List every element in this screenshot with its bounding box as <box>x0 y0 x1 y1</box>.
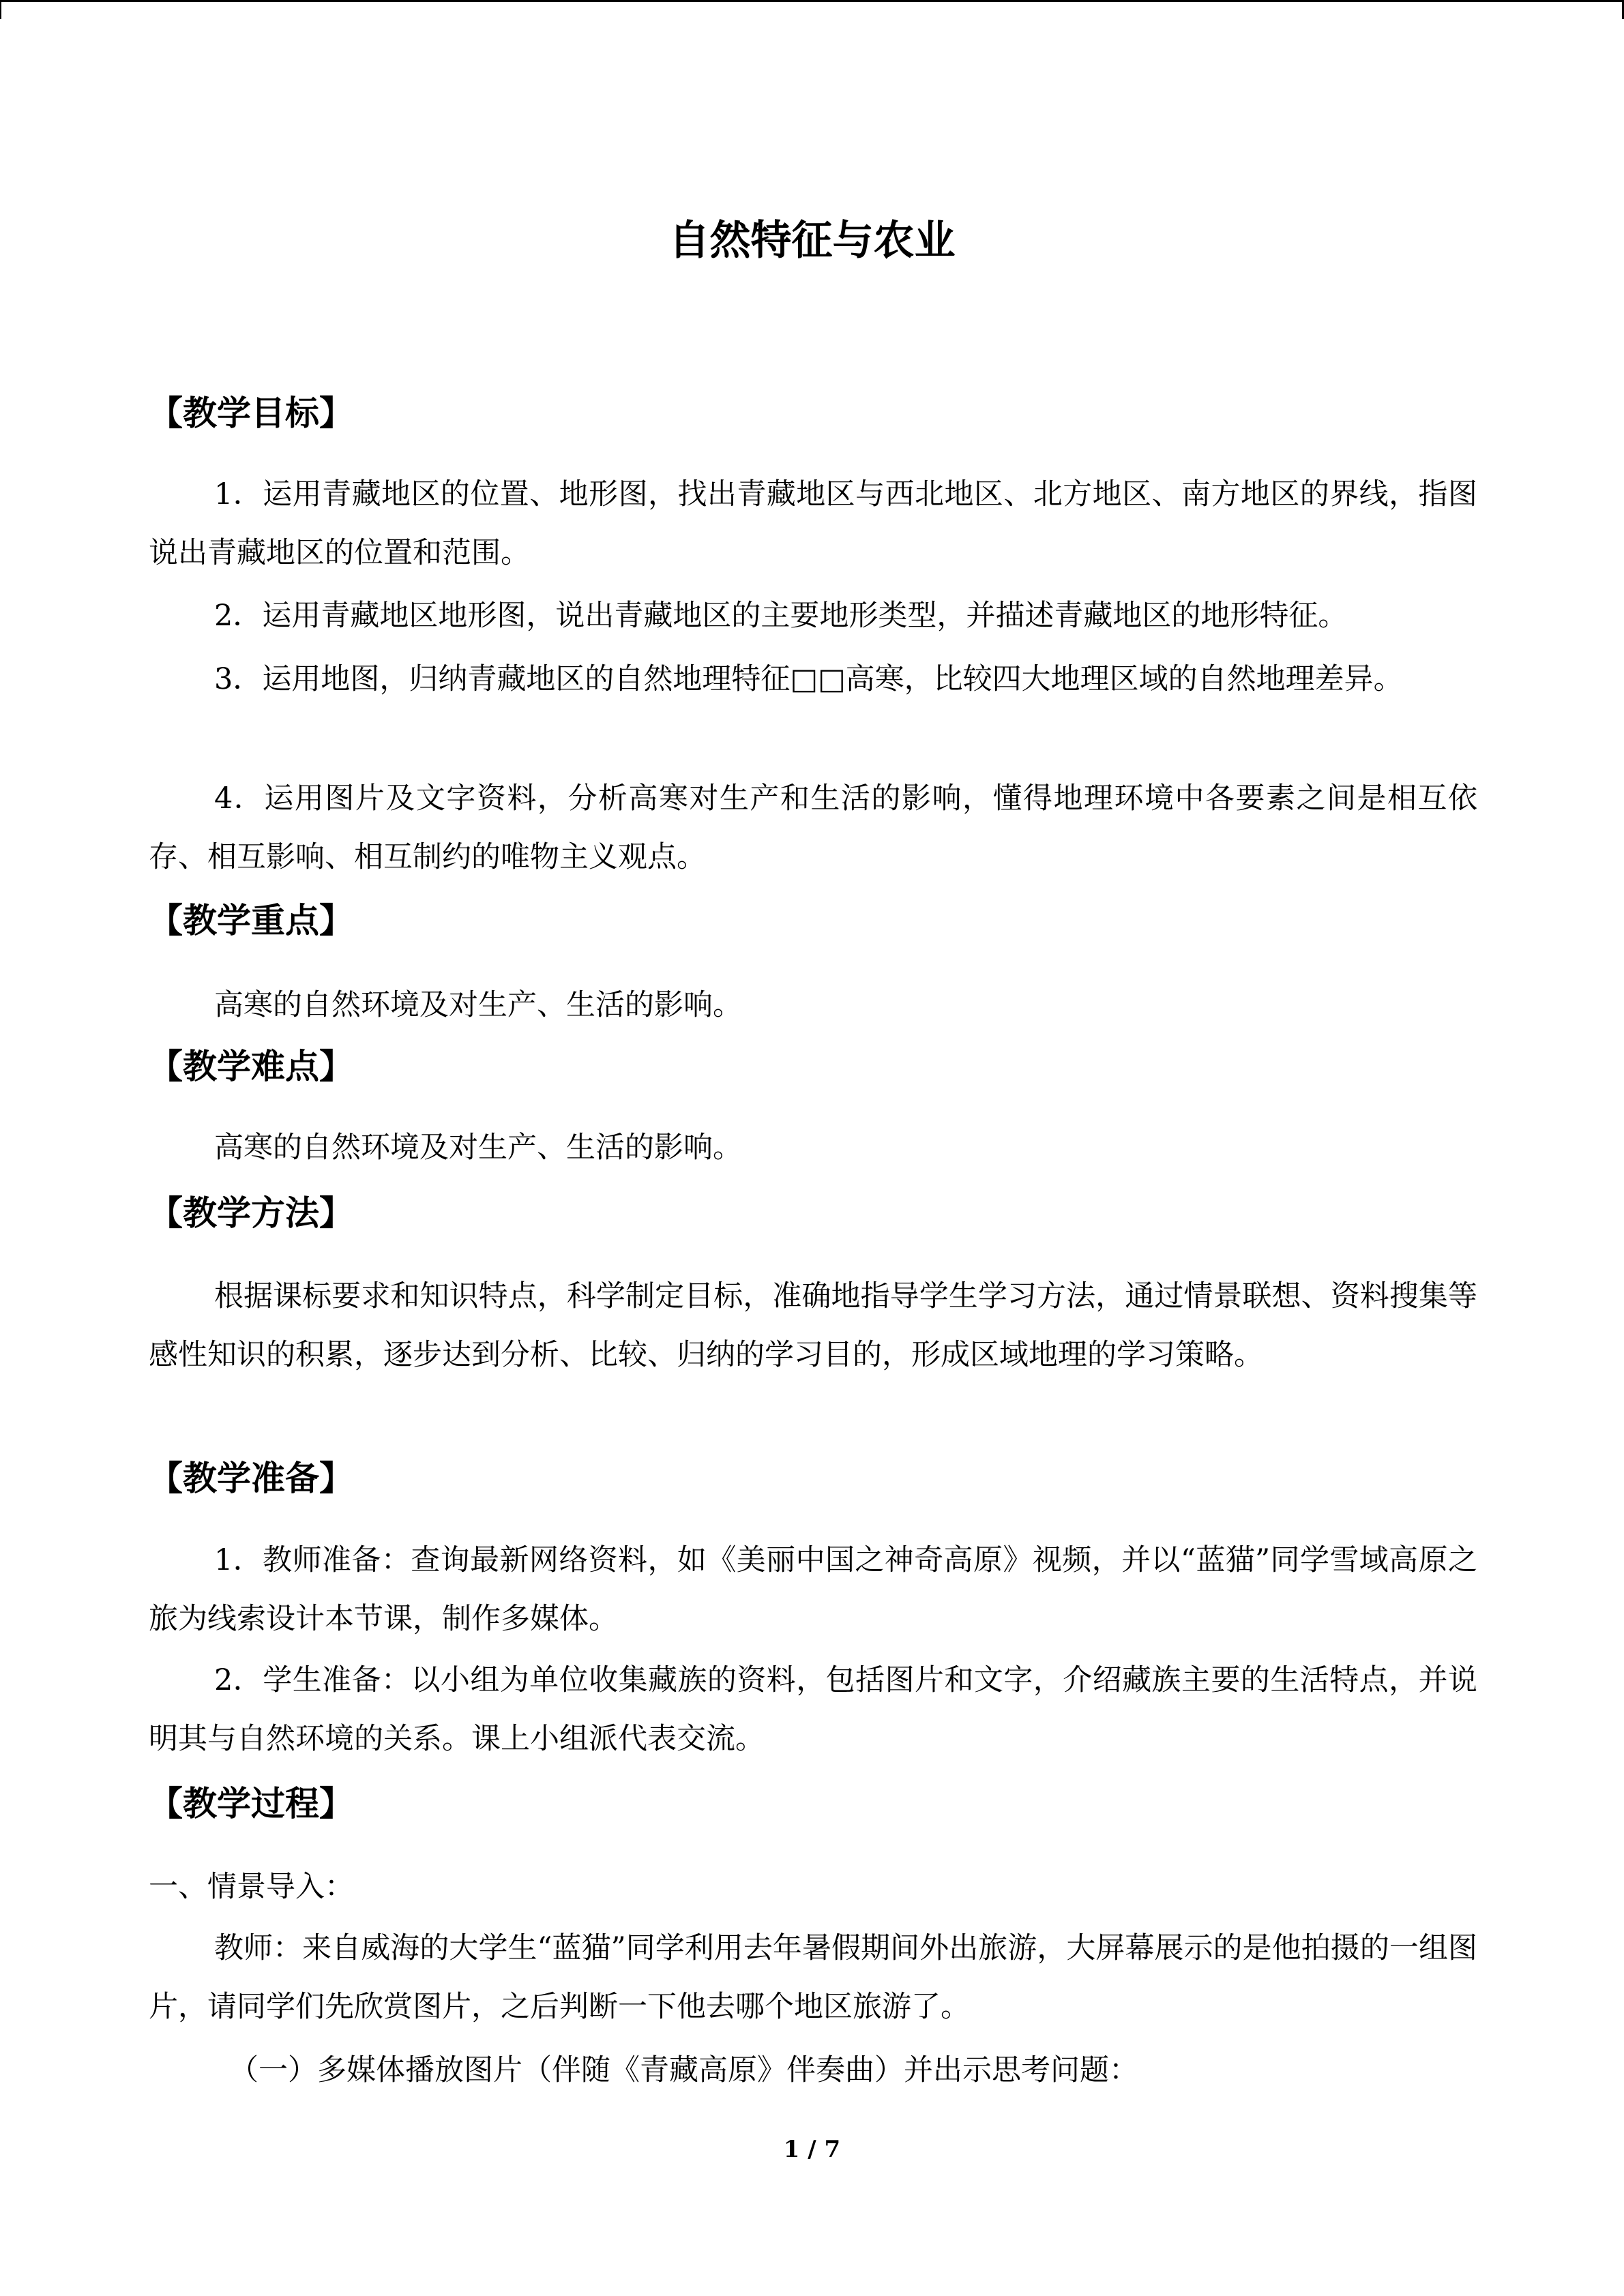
preparation-item-1: 1．教师准备：查询最新网络资料，如《美丽中国之神奇高原》视频，并以“蓝猫”同学雪域高原之旅为线索设计本节课，制作多媒体。 <box>149 1543 1477 1636</box>
left-border-line <box>0 0 1 19</box>
objective-item-2: 2．运用青藏地区地形图，说出青藏地区的主要地形类型，并描述青藏地区的地形特征。 <box>214 599 1348 633</box>
objective-item-1: 1．运用青藏地区的位置、地形图，找出青藏地区与西北地区、北方地区、南方地区的界线，指图说出青藏地区的位置和范围。 <box>149 477 1477 570</box>
heading-key-points: 【教学重点】 <box>149 901 353 940</box>
process-subheading: 一、情景导入： <box>149 1870 354 1904</box>
methods-text: 根据课标要求和知识特点，科学制定目标，准确地指导学生学习方法，通过情景联想、资料搜集等感性知识的积累，逐步达到分析、比较、归纳的学习目的，形成区域地理的学习策略。 <box>149 1279 1477 1372</box>
top-border-line <box>0 0 1624 2</box>
difficulties-text: 高寒的自然环境及对生产、生活的影响。 <box>214 1131 742 1165</box>
heading-objectives: 【教学目标】 <box>149 393 353 433</box>
key-points-text: 高寒的自然环境及对生产、生活的影响。 <box>214 988 742 1022</box>
heading-difficulties: 【教学难点】 <box>149 1047 353 1086</box>
objective-item-3: 3．运用地图，归纳青藏地区的自然地理特征□□高寒，比较四大地理区域的自然地理差异。 <box>214 662 1403 696</box>
process-teacher-text: 教师：来自威海的大学生“蓝猫”同学利用去年暑假期间外出旅游，大屏幕展示的是他拍摄的一组图片，请同学们先欣赏图片，之后判断一下他去哪个地区旅游了。 <box>149 1931 1477 2024</box>
heading-methods: 【教学方法】 <box>149 1193 353 1233</box>
process-step-one: （一）多媒体播放图片（伴随《青藏高原》伴奏曲）并出示思考问题： <box>229 2053 1138 2087</box>
heading-process: 【教学过程】 <box>149 1784 353 1823</box>
heading-preparation: 【教学准备】 <box>149 1459 353 1498</box>
preparation-item-2: 2．学生准备：以小组为单位收集藏族的资料，包括图片和文字，介绍藏族主要的生活特点，并说明其与自然环境的关系。课上小组派代表交流。 <box>149 1663 1477 1756</box>
page-number: 1 / 7 <box>783 2136 841 2163</box>
document-title: 自然特征与农业 <box>668 217 956 265</box>
objective-item-4: 4．运用图片及文字资料，分析高寒对生产和生活的影响，懂得地理环境中各要素之间是相互依存、相互影响、相互制约的唯物主义观点。 <box>149 781 1477 874</box>
